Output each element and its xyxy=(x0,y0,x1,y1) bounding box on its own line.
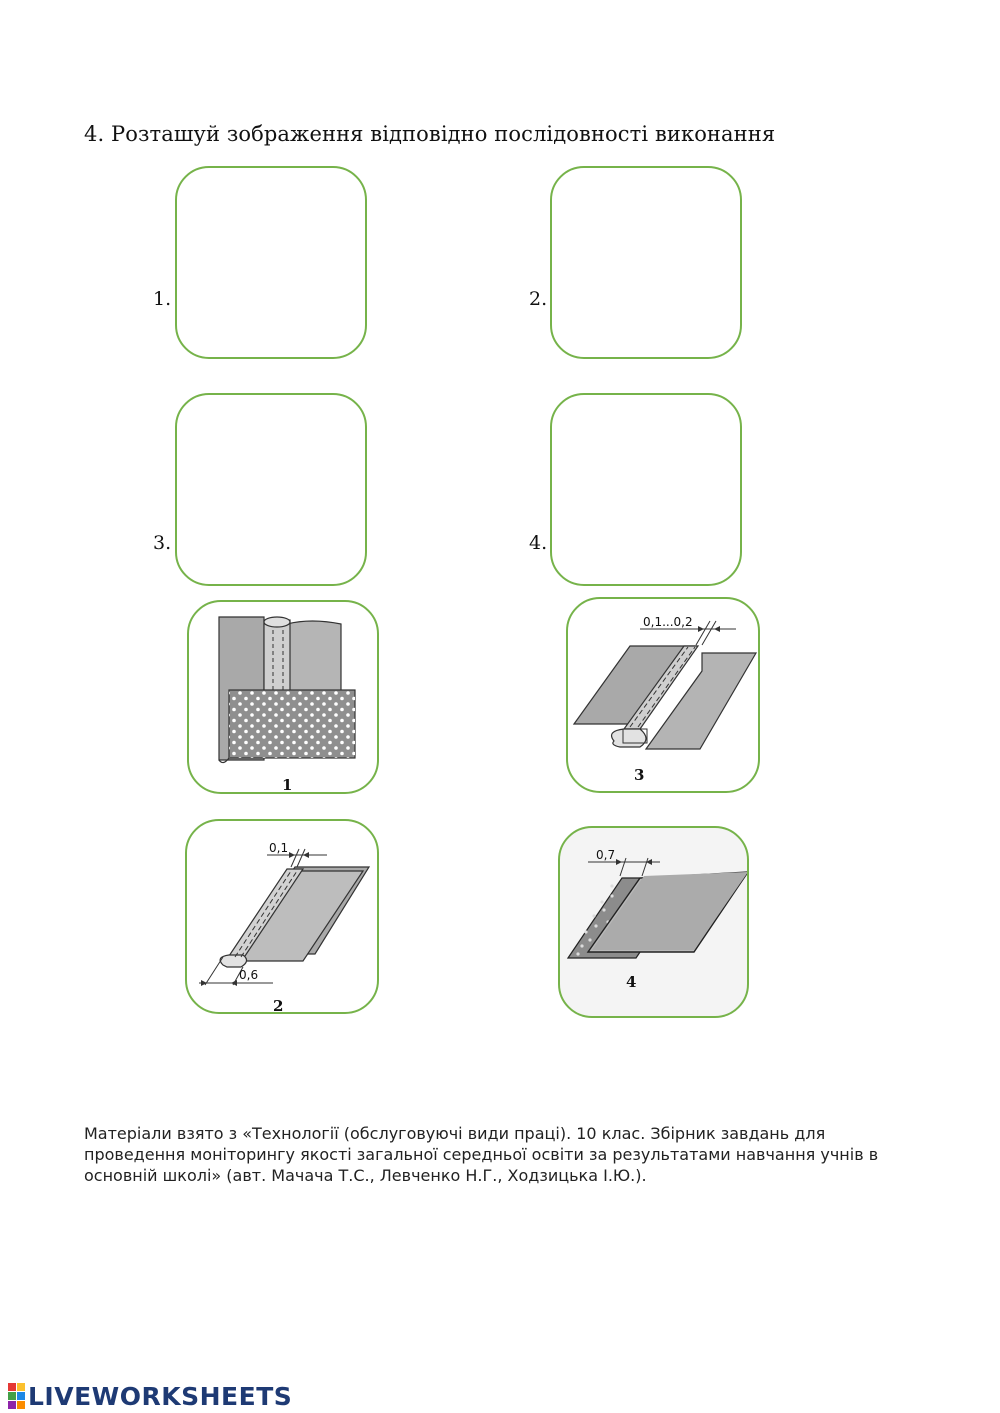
card-4-dimension: 0,7 xyxy=(596,848,616,862)
card-2-dimension-bottom: 0,6 xyxy=(239,968,259,982)
card-2-dimension-top: 0,1 xyxy=(269,841,289,855)
liveworksheets-logo[interactable] xyxy=(8,1382,292,1410)
slot-number-3: 3. xyxy=(153,532,172,554)
source-note: Матеріали взято з «Технології (обслуговуючі види праці). 10 клас. Збірник завдань для проведення моніторингу якості загальної середньої освіти за результатами навчання учнів в основній школі» (авт. Мачача Т.С., Левченко Н.Г., Ходзицька І.Ю.). xyxy=(84,1124,879,1185)
question-title: 4. Розташуй зображення відповідно послідовності виконання xyxy=(84,122,776,146)
drag-card-2[interactable] xyxy=(185,819,379,1014)
seam-diagram-1-icon xyxy=(189,602,379,794)
slot-number-1: 1. xyxy=(153,288,172,310)
card-label-2: 2 xyxy=(273,997,284,1014)
drop-slot-2[interactable] xyxy=(550,166,742,359)
drag-card-4[interactable] xyxy=(558,826,749,1018)
logo-blocks-icon xyxy=(8,1383,25,1409)
seam-diagram-4-icon xyxy=(560,828,749,1018)
logo-text: LIVEWORKSHEETS xyxy=(28,1381,293,1411)
slot-number-2: 2. xyxy=(529,288,548,310)
drop-slot-1[interactable] xyxy=(175,166,367,359)
drop-slot-4[interactable] xyxy=(550,393,742,586)
drag-card-1[interactable] xyxy=(187,600,379,794)
card-label-3: 3 xyxy=(634,766,645,784)
card-label-1: 1 xyxy=(282,776,293,794)
slot-number-4: 4. xyxy=(529,532,548,554)
seam-diagram-2-icon xyxy=(187,821,379,1014)
drag-card-3[interactable] xyxy=(566,597,760,793)
drop-slot-3[interactable] xyxy=(175,393,367,586)
card-3-dimension: 0,1...0,2 xyxy=(643,615,693,629)
seam-diagram-3-icon xyxy=(568,599,760,793)
card-label-4: 4 xyxy=(626,973,637,991)
